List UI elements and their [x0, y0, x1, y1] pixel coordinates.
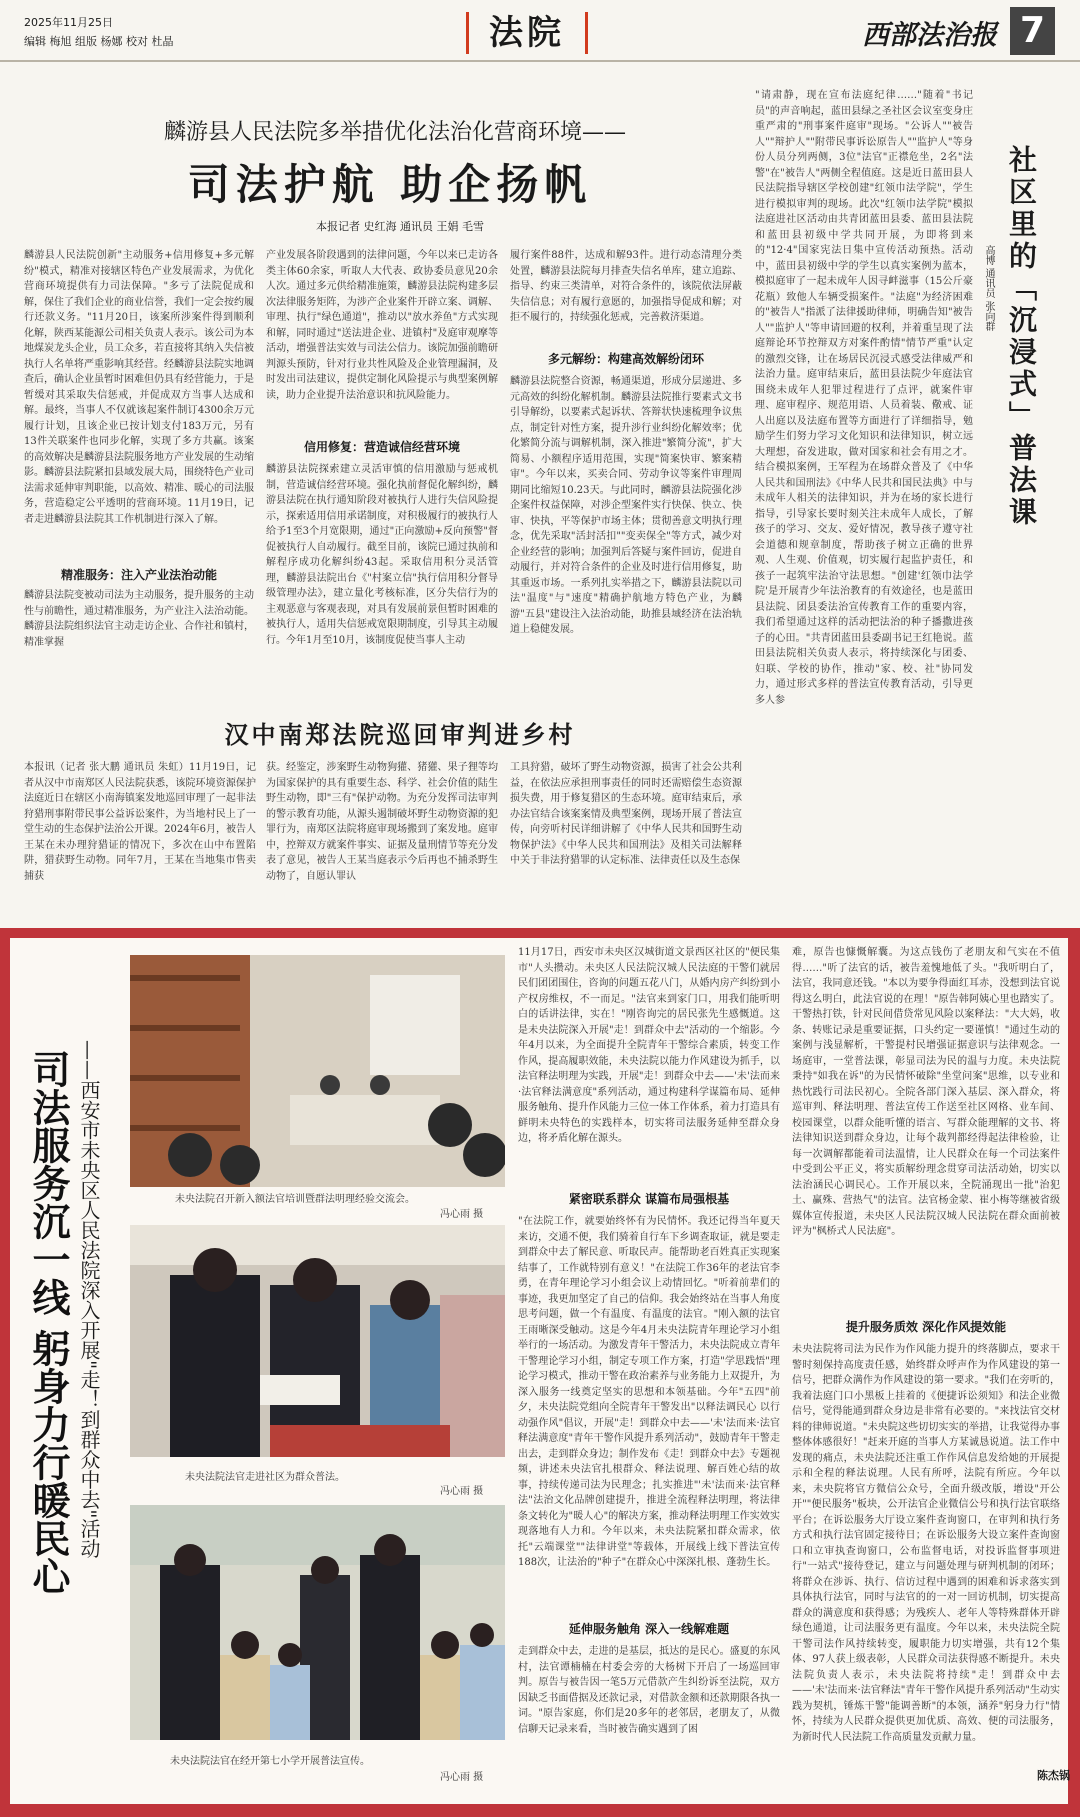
feature-column-1b: "在法院工作，就要始终怀有为民情怀。我还记得当年夏天来访，交通不便，我们骑着自行车下乡调查取证，就是要走到群众中去了解民意、听取民声。能帮助老百姓真正实现案结事了，工作就特别有意义！"在法院工作36年的老法官李勇，在青年理论学习小组会议上动情回忆。"听着前辈们的事迹，我更加坚定了自己的信仰。我会始终站在当事人角度思考问题，做一个有温度、有温度的法官。"刚入额的法官王雨晰深受触动。这是今年4月未央法院青年理论学习小组举行的一场活动。为激发青年干警活力，未央法院成立青年干警理论学习小组，制定专项工作方案，打造"学思践悟"理论学习模式，推动干警在政治素养与业务能力上双提升，为深入服务一线奠定坚实的思想和本领基础。今年"五四"前夕，未央法院党组向全院青年干警发出"以释法调民心 以行动强作风"倡议，开展"走！到群众中去——'未'法而来·法官释法满意度"青年干警作风提升系列活动"，鼓励青年干警走出去，走到群众身边；制作发布《走！到群众中去》专题视频，讲述未央法官扎根群众、释法说理、解百姓心结的故事，持续传递司法为民理念；扎实推进"'未'法而来·法官释法"法治文化品牌创建提升，推进全流程释法明理，将法律条文转化为"暖人心"的解决方案，推动释法明理工作实效实现落地有人力和。今年以来，未央法院紧扣群众需求，依托"云端课堂""法律讲堂"等载体，开展线上线下普法宣传188次，让法治的"种子"在群众心中深深扎根、蓬勃生长。	[518, 1216, 780, 1568]
lead-column-1b: 麟游县法院变被动司法为主动服务，提升服务的主动性与前瞻性，通过精准服务，为产业注入法治动能。麟游县法院组织法官主动走访企业、合作社和镇村，精准掌握	[24, 590, 254, 648]
feature-column-1c: 走到群众中去，走进的是基层，抵达的是民心。盛夏的东风村，法官谭楠楠在村委会旁的大杨树下开启了一场巡回审判。原告与被告因一笔5万元借款产生纠纷诉至法院，双方因缺乏书面借据及还款记录，对借款金额和还款期限各执一词。"原告家庭，你们是20多年的老邻居，老朋友了，从微信聊天记录来看，当时被告确实遇到了困	[518, 1646, 780, 1735]
lead-subhead-1: 精准服务：注入产业法治动能	[60, 568, 217, 582]
paper-name: 西部法治报	[862, 20, 997, 51]
side-story-headline: 社区里的「沉浸式」普法课	[1005, 145, 1038, 529]
photo-caption-3: 未央法院法官在经开第七小学开展普法宣传。	[170, 1756, 370, 1767]
photo-meeting	[130, 955, 505, 1187]
feature-headline: 司法服务沉一线 躬身力行暖民心	[26, 1050, 71, 1596]
issue-date: 2025年11月25日	[24, 16, 113, 29]
lead-column-2: 产业发展各阶段遇到的法律问题，今年以来已走访各类主体60余家，听取人大代表、政协委员意见20余人次。通过多元供给精准施策，麟游县法院构建多层次法律服务矩阵，为涉产企业案件开辟立案、调解、审理、执行"绿色通道"，推动以"放水养鱼"方式实现和解，同时通过"送法进企业、进镇村"及庭审观摩等活动，增强普法实效与司法公信力。该院加强前瞻研判源头预防，针对行业共性风险及企业管理漏洞，及时发出司法建议，提供定制化风险提示与典型案例解读，助力企业提升法治意识和抗风险能力。	[266, 250, 498, 401]
feature-subhead-2: 延伸服务触角 深入一线解难题	[568, 1622, 730, 1636]
feature-column-2b: 未央法院将司法为民作为作风能力提升的终落脚点，要求干警时刻保持高度责任感，始终群众呼声作为作风建设的第一信号，把群众满作为作风建设的第一要求。"我们在旁听的，我着法庭门口小黑板上挂着的《便捷诉讼须知》和法企业微信号，觉得能通到群众身边是非常有必要的。"来找法官交材料的律师说道。"未央院这些切切实实的举措，让我觉得办事整体体感很好！"赶来开庭的当事人方某诚恳说道。法工作中发现的痛点，未央法院还注重工作作风信息发给她的开展提示和全程的释法说理。人民有所呼，法院有所应。今年以来，未央院将官方微信公众号，全面升级改版，增设"开公开""便民服务"板块，公开法官企业微信公号和执行法官联络平台；在诉讼服务大厅设立案件查询窗口，在审判和执行务方式和执行法官固定接待日；在诉讼服务大设立案件查询窗口和立审执查询窗口，公布监督电话，对投诉监督事项进行"一站式"接待登记，建立与问题处理与研判机制的闭环；将群众在涉诉、执行、信访过程中遇到的困难和诉求落实到具体执行法官，同时与法官的的一对一回访机制，切实提高群众的满意度和获得感；为残疾人、老年人等特殊群体开辟绿色通道，让司法服务更有温度。今年以来，未央法院全院干警司法作风持续转变，履职能力切实增强，共有12个集体、97人获上级表彰，人民群众司法获得感不断提升。未央法院负责人表示，未央法院将持续"走！到群众中去——'未'法而来·法官释法"青年干警作风提升系列活动"生动实践为契机，锤炼干警"能调善断"的本领，涵养"躬身力行"情怀，持续为人民群众提供更加优质、高效、便的司法服务，为新时代人民法院工作高质量发贡献力量。	[792, 1344, 1060, 1743]
photo-credit-1: 冯心雨 摄	[440, 1209, 484, 1220]
lead-column-1: 麟游县人民法院创新"主动服务+信用修复+多元解纷"模式，精准对接辖区特色产业发展需求，为优化营商环境提供有力司法保障。"多亏了法院促成和解，保住了我们企业的商业信誉，我们一定会按约履行还款义务。"11月20日，该案所涉案件得到顺利化解，陕西某能源公司相关负责人表示。该公司为本地煤炭龙头企业，员工众多，若直接将其纳入失信被执行人名单将严重影响其经营。经麟游县法院实地调查后，确认企业虽暂时困难但仍具有经营能力，于是暂缓对其采取失信惩戒，并促成双方当事人达成和解。最终，当事人不仅就该起案件制订4300余万元履行计划，且该企业已按计划支付183万元，另有13件关联案件也同步化解，实现了多方共赢。该案的高效解决是麟游县法院服务地方产业发展的生动缩影。麟游县法院紧扣县域发展大局，围绕特色产业司法需求延伸审判职能，以高效、精准、暖心的司法服务，营造稳定公平透明的营商环境。11月19日，记者走进麟游县法院其工作机制进行深入了解。	[24, 250, 254, 525]
lead-subhead-2: 信用修复：营造诚信经营环境	[303, 440, 460, 454]
photo-caption-2: 未央法院法官走进社区为群众普法。	[185, 1472, 345, 1483]
photo-community-outreach	[130, 1225, 505, 1457]
feature-subtitle: ——西安市未央区人民法院深入开展"走！到群众中去"活动	[77, 1040, 101, 1559]
photo-credit-3: 冯心雨 摄	[440, 1772, 484, 1783]
photo-school-visit	[130, 1505, 505, 1740]
lead-kicker: 麟游县人民法院多举措优化法治化营商环境——	[163, 120, 626, 145]
lead-column-3b: 麟游县法院整合资源，畅通渠道，形成分层递进、多元高效的纠纷化解机制。麟游县法院推行要素式文书引导解纷，以要素式起诉状、答辩状快速梳理争议焦点，制定针对性方案，提升涉行业纠纷化解效率；优化繁简分流与调解机制，深入推进"繁简分流"，扩大简易、小额程序适用范围，实现"简案快审、繁案精审"。今年以来，买卖合同、劳动争议等案件审理周期同比缩短10.23天。与此同时，麟游县法院强化涉企案件权益保障，对涉企型案件实行快保、快立、快审、快执，平等保护市场主体；贯彻善意文明执行理念，优先采取"活封活扣""变卖保全"等方式，减少对企业经营的影响；加强判后答疑与案件回访，促进自动履行，并对符合条件的企业及时进行信用修复，助其重返市场。一系列扎实举措之下，麟游县法院以司法"温度"与"速度"精确护航地方特色产业，为麟游"五县"建设注入法治动能，助推县域经济在法治轨道上稳健发展。	[510, 376, 742, 635]
feature-column-2: 难，原告也慷慨解囊。为这点钱伤了老朋友和气实在不值得……"听了法官的话，被告羞愧地低了头。"我听明白了，法官，我同意还钱。"本以为要争得面红耳赤，没想到法官说得这么明白，此法官说的在理！"原告韩阿姨心里也踏实了。干警热打铁，针对民间借贷常见风险以案释法："大大妈，收条、转账记录是重要证据，口头约定一要谨慎！"通过生动的案例与浅显解析，干警提村民增强证据意识与法律观念。一场庭审，一堂普法课，彰显司法为民的温与力度。未央法院秉持"如我在诉"的为民情怀破除"坐堂问案"思维，以专业和热忱践行司法民初心。全院各部门深入基层、深入群众，将巡审判、释法明理、普法宣传工作送至社区网格、业车间、校园课堂，以群众能听懂的语言、写群众能理解的文书、将法律知识送到群众身边，让每个裁判都经得起法律检验，让每一次调解都能着司法温情，让人民群众在每一个司法案件中受到公平正义，将实质解纷理念贯穿司法活动始，切实以法治涵民心调民心。工作开展以来，全院涌现出一批"治犯土、赢殊、营热气"的法官。法官杨金蒙、崔小梅等继被省级媒体宣传报道，未央区人民法院汉城人民法院在群众面前被评为"枫桥式人民法庭"。	[792, 947, 1060, 1237]
second-column-3: 工具狩猎，破坏了野生动物资源，损害了社会公共利益，在依法应承担刑事责任的同时还需赔偿生态资源损失费，用于修复猎区的生态环境。庭审结束后，承办法官结合该案案情及典型案例，现场开展了普法宣传，向旁听村民详细讲解了《中华人民共和国野生动物保护法》《中华人民共和国刑法》及相关司法解释中关于非法狩猎罪的认定标准、法律责任以及生态保	[510, 762, 742, 866]
masthead	[0, 0, 1080, 62]
second-column-1: 本报讯（记者 张大鹏 通讯员 朱虹）11月19日，记者从汉中市南郑区人民法院获悉，该院环境资源保护法庭近日在辖区小南海镇案发地巡回审理了一起非法狩猎刑事附带民事公益诉讼案件，为当地村民上了一堂生动的生态保护法治公开课。2024年6月，被告人王某在未办理狩猎证的情况下，多次在山中布置陷阱，猎获野生动物。同年7月，王某在当地集市售卖捕获	[24, 762, 256, 882]
feature-subhead-1: 紧密联系群众 谋篇布局强根基	[568, 1192, 730, 1206]
feature-author: 陈杰锅	[1037, 1769, 1070, 1782]
side-story-body: "请肃静，现在宣布法庭纪律……"随着"书记员"的声音响起，蓝田县绿之圣社区会议室变身庄重严肃的"刑事案件庭审"现场。"公诉人""被告人""辩护人""附带民事诉讼原告人""监护人"等身份人员分列两侧，3位"法官"正襟危坐，2名"法警"在"被告人"两侧全程值庭。这是近日蓝田县人民法院指导辖区学校创建"红领巾法学院"，学生进行模拟审判的现场。此次"红领巾法学院"模拟法庭进社区活动由共青团蓝田县委、蓝田县法院和蓝田县初级中学共同开展，为即将到来的"12·4"国家宪法日集中宣传活动预热。活动中，蓝田县初级中学的学生以真实案例为蓝本，模拟庭审了一起未成年人因寻衅滋事（15公斤豪花瓶）致他人车辆受损案件。"法庭"为经济困难的"被告人"指派了法律援助律师，明确告知"被告人""监护人"等申请回避的权利，并着重呈现了法庭辩论环节控辩双方对案件酌情"情节严重"认定的激烈交锋，让在场居民沉浸式感受法律威严和法治力量。庭审结束后，蓝田县法院少年庭法官围绕未成年人犯罪过程进行了点评，就案件审理、庭审程序、规范用语、人员着装、儆戒、证人出庭以及法庭布置等方面进行了详细指导，勉励学生们努力学习文化知识和法律知识，树立远大理想，奋发进取，做对国家和社会有用之才。结合模拟案例，王军程为在场群众普及了《中华人民共和国刑法》《中华人民共和国民法典》中与未成年人相关的法律知识，并为在场的家长进行指导，引导家长要时刻关注未成年人成长，了解孩子的学习、交友、爱好情况，教导孩子遵守社会道德和规章制度，帮助孩子树立正确的世界观、人生观、价值观，切实履行起监护责任，和孩子一起筑牢法治守法思想。"创建'红领巾法学院'是开展青少年法治教育的有效途径，也是蓝田县法院、团县委法治宣传教育工作的重要内容，我们希望通过这样的活动把法治的种子播撒进孩子的心田。"共青团蓝田县委副书记王红艳说。蓝田县法院相关负责人表示，将持续深化与团委、妇联、学校的协作，推动"家、校、社"协同发力，通过形式多样的普法宣传教育活动，引导更多人参	[755, 90, 973, 706]
lead-column-3: 履行案件88件，达成和解93件。进行动态清理分类处置，麟游县法院每月排查失信名单库，建立追踪、指导、约束三类清单，对符合条件的，该院依法屏蔽失信信息；对有履行意愿的，加强指导促成和解；对拒不履行的，持续强化惩戒，完善救济渠道。	[510, 250, 742, 323]
lead-column-2b: 麟游县法院探索建立灵活审慎的信用激励与惩戒机制，营造诚信经营环境。强化执前督促化解纠纷，麟游县法院在执行通知阶段对被执行人进行失信风险提示，探索适用信用承诺制度，对积极履行的被执行人给予1至3个月宽限期，通过"正向激励+反向预警"督促被执行人自动履行。截至目前，该院已通过执前和解程序成功化解纠纷43起。采取信用积分灵活管理，麟游县法院出台《"村案立信"执行信用积分督导级管理办法》，建立量化考核标准，区分失信行为的主观恶意与客观表现，对具有发展前景但暂时困难的被执行人，适用失信惩戒宽限期制度，引导其主动履行。今年1月至10月，该制度促使当事人主动	[266, 464, 498, 646]
lead-byline: 本报记者 史红海 通讯员 王娟 毛雪	[316, 220, 484, 233]
side-story-byline: 高博 通讯员 张向群	[983, 245, 994, 332]
page-number: 7	[1010, 7, 1055, 55]
lead-headline: 司法护航 助企扬帆	[187, 160, 593, 209]
second-column-2: 获。经鉴定，涉案野生动物狗獾、猪獾、果子狸等均为国家保护的具有重要生态、科学、社会价值的陆生野生动物，即"三有"保护动物。为充分发挥司法审判的警示教育功能，从源头遏制破坏野生动物资源的犯罪行为，南郑区法院将庭审现场搬到了案发地。庭审中，控辩双方就案件事实、证据及量刑情节等充分发表了意见，被告人王某当庭表示今后再也不捕杀野生动物了，自愿认罪认	[266, 762, 498, 882]
feature-subhead-3: 提升服务质效 深化作风提效能	[845, 1320, 1007, 1334]
editor-credits: 编辑 梅旭 组版 杨娜 校对 杜晶	[24, 35, 174, 48]
photo-credit-2: 冯心雨 摄	[440, 1486, 484, 1497]
lead-subhead-3: 多元解纷：构建高效解纷闭环	[547, 352, 704, 366]
photo-caption-1: 未央法院召开新入额法官培训暨群法明理经验交流会。	[175, 1194, 415, 1205]
section-title: 法院	[466, 12, 588, 54]
second-headline: 汉中南郑法院巡回审判进乡村	[224, 721, 576, 749]
feature-column-1: 11月17日，西安市未央区汉城街道文景西区社区的"便民集市"人头攒动。未央区人民法院汉城人民法庭的干警们就居民们团团围住，咨询的问题五花八门，从婚内房产纠纷到小产权房维权，不一而足。"法官来到家门口，用我们能听明白的话讲法律，实在！"刚咨询完的居民张先生感慨道。这是未央法院深入开展"走！到群众中去"活动的一个缩影。今年4月以来，为全面提升全院青年干警综合素质，转变工作作风，提高履职效能，未央法院以能力作风建设为抓手，以法官释法明理为实践，开展"走！到群众中去——'未'法而来·法官释法满意度"系列活动，通过构建科学谋篇布局、延伸服务触角、提升作风能力三位一体工作体系，着力打造具有鲜明未央特色的实践样本，切实将司法服务延伸至群众身边，将矛盾化解在源头。	[518, 947, 780, 1144]
